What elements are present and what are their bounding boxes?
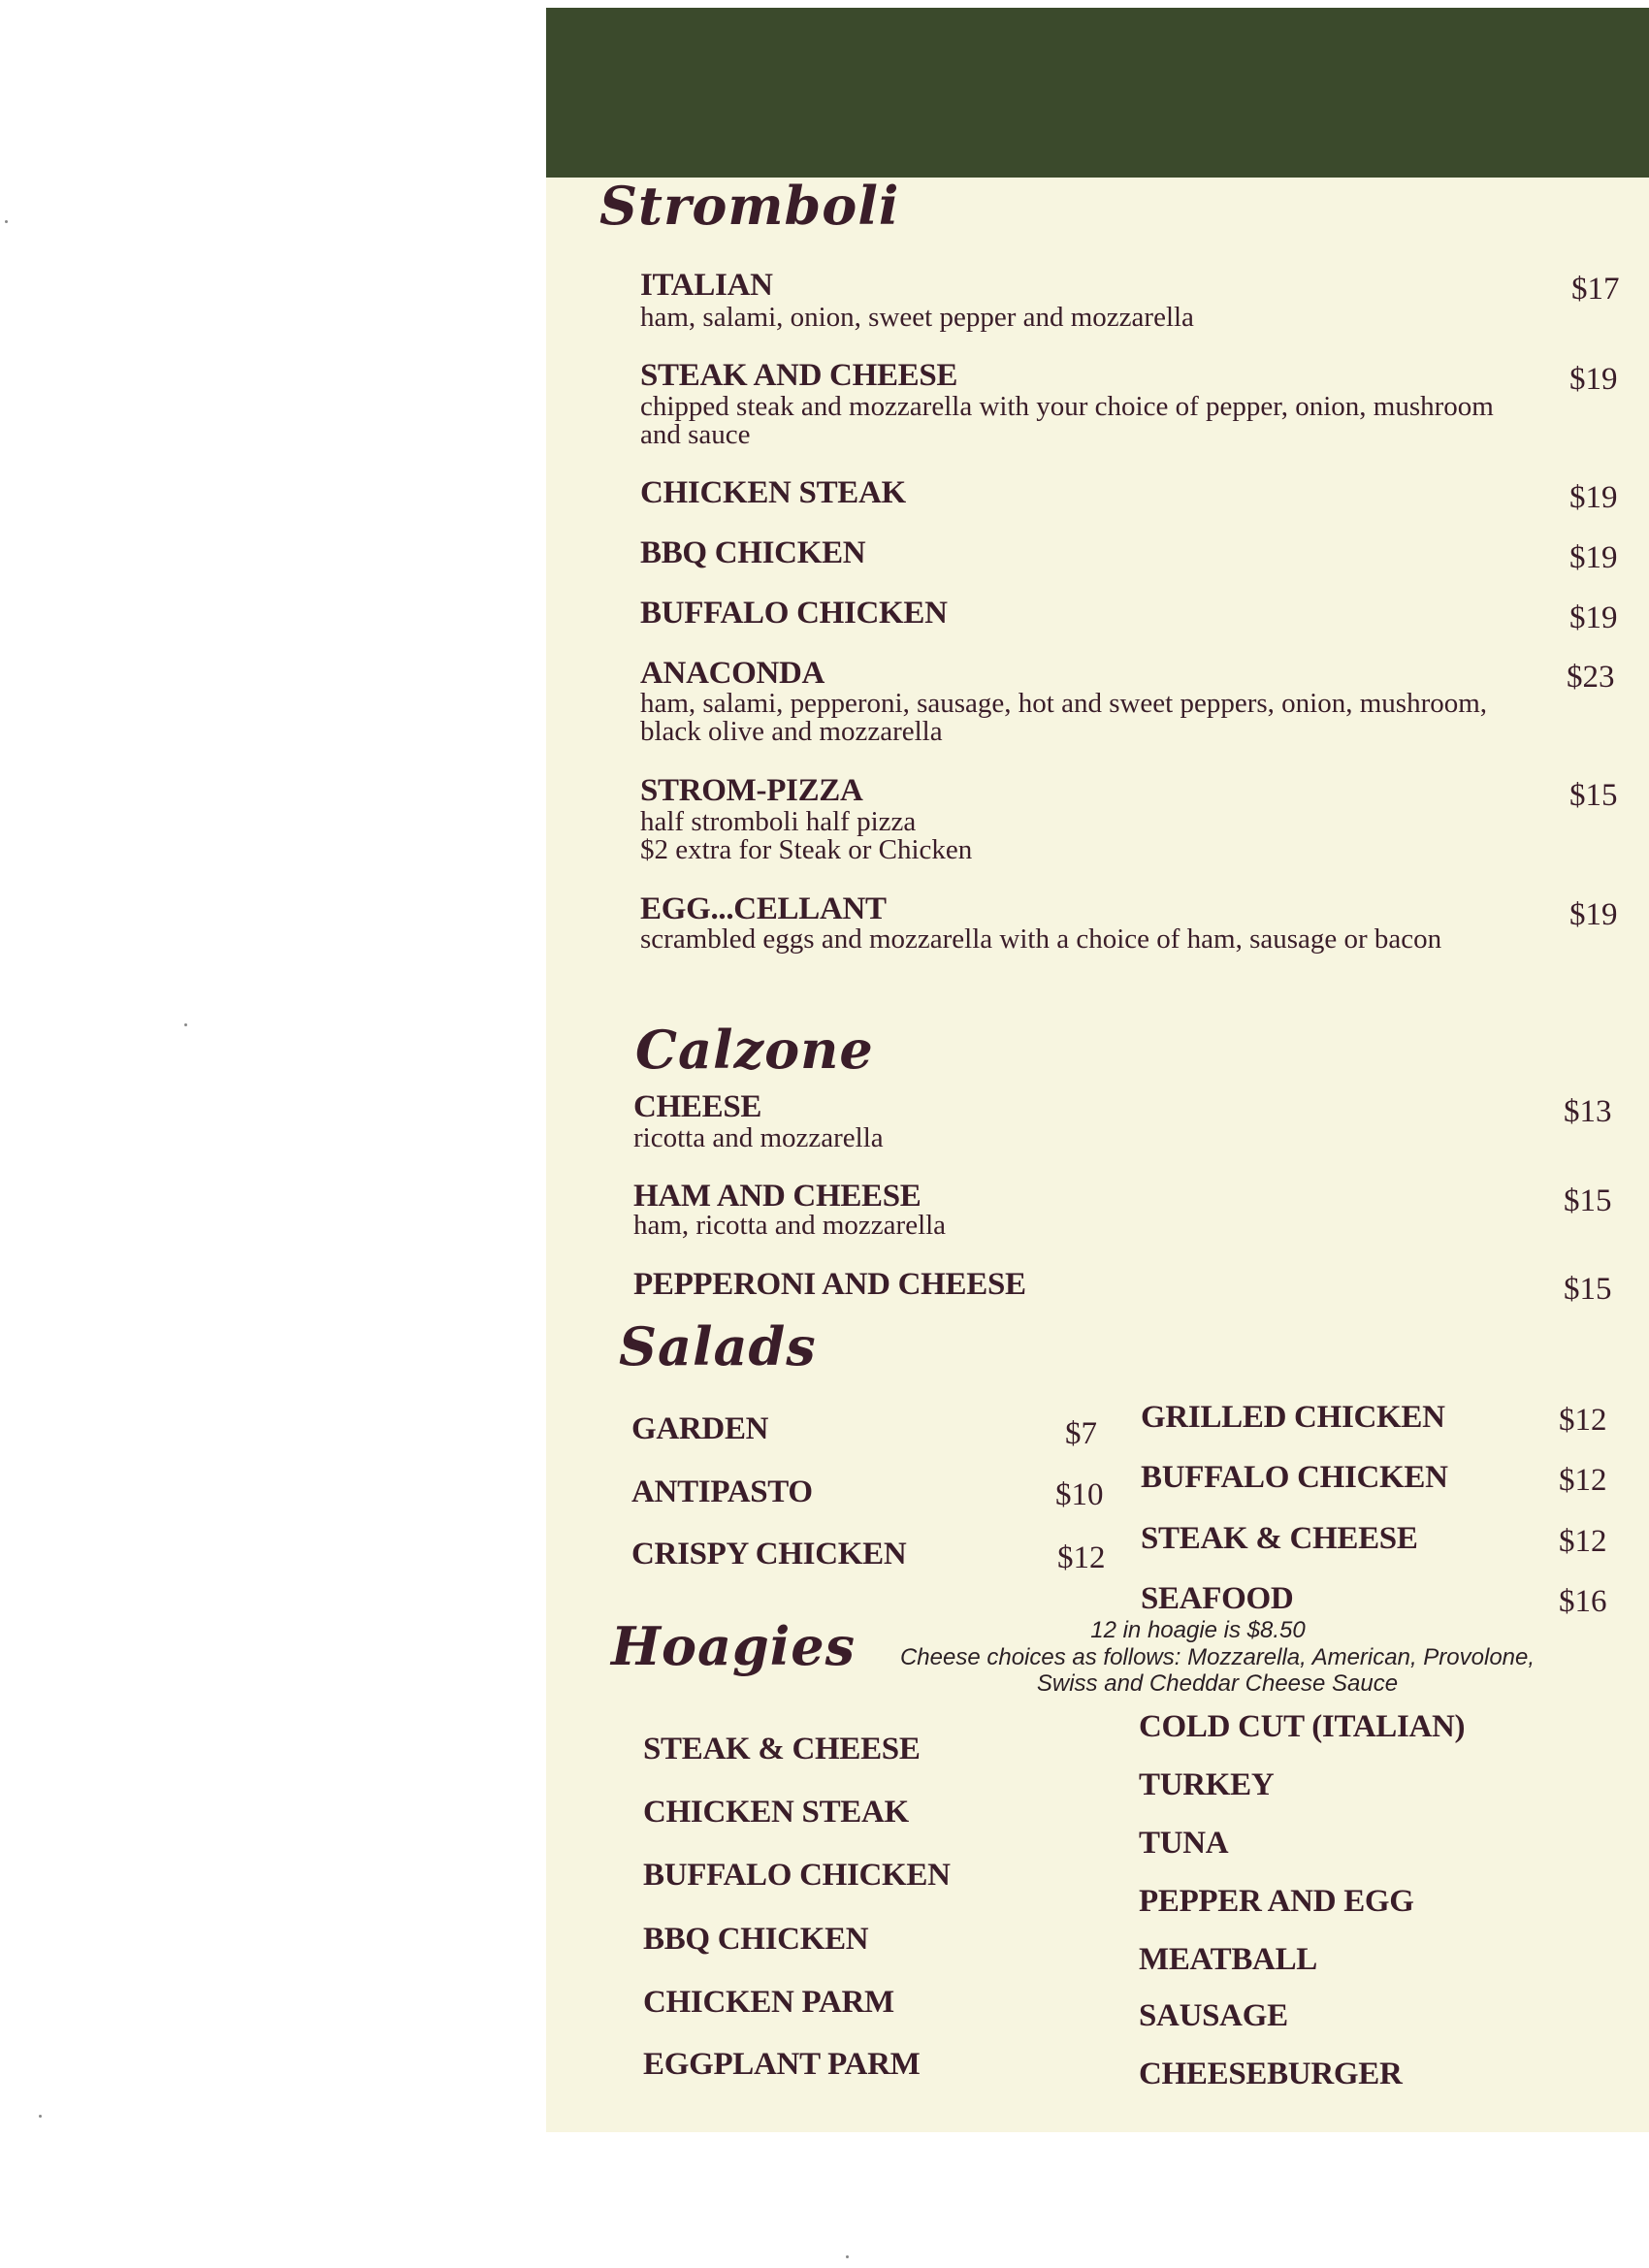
header-band	[546, 8, 1649, 178]
hoagie-item: PEPPER AND EGG	[1139, 1884, 1414, 1919]
item-name: HAM AND CHEESE	[633, 1179, 922, 1214]
hoagie-item: SAUSAGE	[1139, 1998, 1288, 2033]
item-name: CRISPY CHICKEN	[631, 1537, 907, 1571]
item-price: $12	[1559, 1463, 1607, 1498]
item-description-note: $2 extra for Steak or Chicken	[640, 834, 973, 865]
hoagie-item: TURKEY	[1139, 1767, 1275, 1802]
item-price: $19	[1569, 480, 1618, 515]
item-price: $19	[1569, 897, 1618, 932]
calzone-title: Calzone	[635, 1019, 874, 1081]
hoagies-title: Hoagies	[611, 1615, 857, 1677]
item-description: half stromboli half pizza	[640, 806, 917, 837]
item-name: EGG...CELLANT	[640, 891, 887, 926]
item-name: ANTIPASTO	[631, 1474, 813, 1509]
hoagie-item: TUNA	[1139, 1826, 1229, 1861]
hoagie-item: STEAK & CHEESE	[643, 1732, 921, 1766]
item-description: ricotta and mozzarella	[633, 1122, 884, 1153]
scan-speck	[846, 2255, 849, 2258]
item-name: STEAK AND CHEESE	[640, 358, 958, 393]
item-name: STEAK & CHEESE	[1141, 1521, 1418, 1556]
item-price: $19	[1569, 540, 1618, 575]
scan-speck	[39, 2115, 42, 2118]
cheese-choices-note: Cheese choices as follows: Mozzarella, American, Provolone,	[899, 1644, 1536, 1670]
item-description: ham, salami, onion, sweet pepper and mozzarella	[640, 302, 1194, 333]
item-name: SEAFOOD	[1141, 1581, 1294, 1616]
hoagie-item: MEATBALL	[1139, 1942, 1318, 1977]
item-price: $16	[1559, 1584, 1607, 1619]
item-description: scrambled eggs and mozzarella with a choice of ham, sausage or bacon	[640, 923, 1442, 955]
item-name: ANACONDA	[640, 656, 825, 691]
item-name: BBQ CHICKEN	[640, 535, 866, 570]
scan-speck	[184, 1023, 187, 1026]
item-price: $13	[1564, 1094, 1612, 1129]
stromboli-title: Stromboli	[599, 175, 900, 237]
item-name: CHEESE	[633, 1089, 762, 1124]
item-price: $12	[1057, 1540, 1106, 1575]
item-name: BUFFALO CHICKEN	[1141, 1460, 1448, 1495]
item-name: PEPPERONI AND CHEESE	[633, 1267, 1026, 1302]
item-price: $17	[1571, 272, 1620, 307]
item-price: $15	[1564, 1183, 1612, 1218]
item-price: $15	[1569, 778, 1618, 813]
hoagie-price-note: 12 in hoagie is $8.50	[1090, 1617, 1306, 1643]
hoagie-item: CHICKEN STEAK	[643, 1795, 909, 1830]
item-name: ITALIAN	[640, 268, 773, 303]
item-price: $23	[1567, 660, 1615, 695]
salads-title: Salads	[619, 1315, 817, 1377]
hoagie-item: BUFFALO CHICKEN	[643, 1858, 951, 1893]
hoagie-item: BBQ CHICKEN	[643, 1922, 869, 1957]
hoagie-item: EGGPLANT PARM	[643, 2047, 921, 2082]
item-description: chipped steak and mozzarella with your choice of pepper, onion, mushroom and sauce	[640, 391, 1494, 450]
hoagie-item: COLD CUT (ITALIAN)	[1139, 1709, 1466, 1744]
item-price: $12	[1559, 1524, 1607, 1559]
scan-speck	[5, 220, 8, 223]
item-price: $7	[1065, 1416, 1097, 1451]
item-price: $15	[1564, 1272, 1612, 1307]
item-description: ham, salami, pepperoni, sausage, hot and sweet peppers, onion, mushroom, black olive and mozzarella	[640, 688, 1488, 747]
cheese-choices-note-cont: Swiss and Cheddar Cheese Sauce	[1036, 1670, 1399, 1697]
hoagie-item: CHICKEN PARM	[643, 1985, 894, 2020]
item-name: GRILLED CHICKEN	[1141, 1400, 1445, 1435]
item-name: CHICKEN STEAK	[640, 475, 906, 510]
item-name: GARDEN	[631, 1411, 769, 1446]
item-price: $12	[1559, 1403, 1607, 1438]
item-name: STROM-PIZZA	[640, 773, 863, 808]
item-price: $19	[1569, 600, 1618, 635]
hoagie-item: CHEESEBURGER	[1139, 2057, 1403, 2091]
item-description: ham, ricotta and mozzarella	[633, 1210, 947, 1241]
item-price: $10	[1055, 1477, 1104, 1512]
item-name: BUFFALO CHICKEN	[640, 596, 948, 631]
item-price: $19	[1569, 362, 1618, 397]
